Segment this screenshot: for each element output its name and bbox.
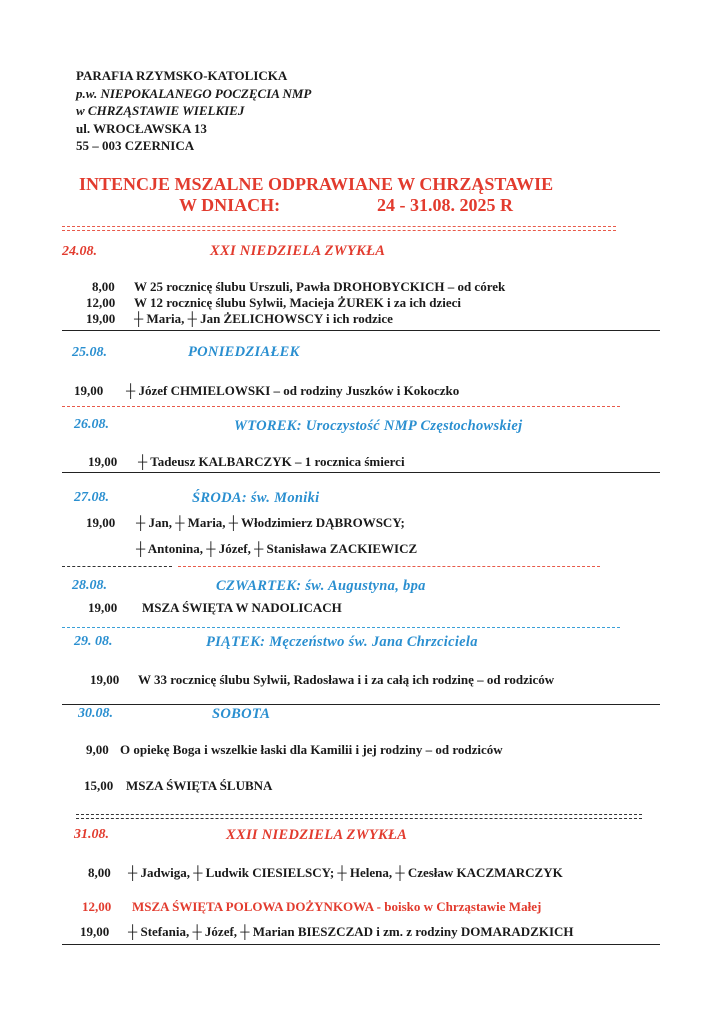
day-name: WTOREK: Uroczystość NMP Częstochowskiej [234, 418, 523, 434]
mass-intention: W 12 rocznicę ślubu Sylwii, Macieja ŻUREK i za ich dzieci [134, 295, 462, 310]
day-date: 27.08. [74, 490, 109, 505]
divider-dashed [76, 814, 642, 815]
mass-intention: MSZA ŚWIĘTA ŚLUBNA [126, 778, 273, 793]
mass-entry [86, 515, 405, 531]
day-name: CZWARTEK: św. Augustyna, bpa [216, 578, 426, 594]
divider-solid [62, 472, 660, 473]
title-date-range: 24 - 31.08. 2025 R [377, 195, 513, 215]
mass-intention: W 33 rocznicę ślubu Sylwii, Radosława i i za całą ich rodzinę – od rodziców [138, 672, 555, 687]
divider-blue-dashed [62, 627, 620, 628]
mass-entry [84, 778, 273, 794]
mass-entry [88, 454, 405, 470]
parish-street: ul. WROCŁAWSKA 13 [76, 120, 207, 136]
mass-time: 9,00 [86, 742, 109, 757]
day-date: 24.08. [62, 244, 97, 259]
mass-intention: ┼ Jadwiga, ┼ Ludwik CIESIELSCY; ┼ Helena, ┼ Czesław KACZMARCZYK [128, 865, 563, 880]
day-name: XXI NIEDZIELA ZWYKŁA [210, 243, 386, 259]
day-name: SOBOTA [212, 706, 271, 722]
divider-red-dashed [62, 230, 616, 231]
mass-intention: W 25 rocznicę ślubu Urszuli, Pawła DROHOBYCKICH – od córek [134, 279, 506, 294]
mass-entry [88, 600, 342, 616]
mass-entry [80, 924, 574, 940]
day-name: PIĄTEK: Męczeństwo św. Jana Chrzciciela [206, 634, 478, 650]
mass-time: 8,00 [92, 279, 115, 294]
mass-intention: MSZA ŚWIĘTA POLOWA DOŻYNKOWA - boisko w Chrząstawie Małej [132, 899, 542, 914]
parish-location: w CHRZĄSTAWIE WIELKIEJ [76, 103, 245, 118]
day-date: 31.08. [74, 827, 109, 842]
mass-entry [74, 383, 460, 399]
title-line-2 [79, 195, 639, 216]
day-date: 29. 08. [74, 634, 113, 649]
mass-intention: ┼ Jan, ┼ Maria, ┼ Włodzimierz DĄBROWSCY; [136, 515, 405, 530]
mass-time: 8,00 [88, 865, 111, 880]
title-line-1: INTENCJE MSZALNE ODPRAWIANE W CHRZĄSTAWIE [79, 174, 554, 194]
divider-solid [62, 944, 660, 945]
mass-time: 12,00 [82, 899, 112, 914]
parish-dedication: p.w. NIEPOKALANEGO POCZĘCIA NMP [76, 85, 312, 101]
divider-solid [62, 704, 660, 705]
mass-time: 12,00 [86, 295, 116, 310]
mass-intention: O opiekę Boga i wszelkie łaski dla Kamilii i jej rodziny – od rodziców [120, 742, 503, 757]
mass-intention: ┼ Tadeusz KALBARCZYK – 1 rocznica śmierci [138, 454, 405, 469]
mass-entry [86, 295, 462, 311]
day-date: 25.08. [72, 345, 107, 360]
day-name: PONIEDZIAŁEK [188, 344, 300, 360]
mass-time: 19,00 [86, 311, 116, 326]
mass-intention: ┼ Józef CHMIELOWSKI – od rodziny Juszków i Kokoczko [126, 383, 460, 398]
mass-time: 19,00 [90, 672, 120, 687]
mass-time: 19,00 [74, 383, 104, 398]
mass-time: 15,00 [84, 778, 114, 793]
day-date: 30.08. [78, 706, 113, 721]
mass-entry [86, 742, 503, 758]
mass-time: 19,00 [88, 454, 118, 469]
mass-entry [86, 311, 393, 327]
mass-intention: ┼ Antonina, ┼ Józef, ┼ Stanisława ZACKIEWICZ [136, 541, 418, 556]
parish-postal: 55 – 003 CZERNICA [76, 138, 195, 153]
divider-red-dashed [178, 566, 600, 567]
mass-time: 19,00 [88, 600, 118, 615]
parish-header [76, 67, 311, 155]
mass-entry [92, 279, 506, 295]
mass-entry [88, 865, 563, 881]
divider-red-dashed [62, 226, 616, 227]
parish-name: PARAFIA RZYMSKO-KATOLICKA [76, 68, 288, 83]
divider-dashed [76, 818, 642, 819]
mass-time: 19,00 [80, 924, 110, 939]
document-title [79, 174, 639, 216]
day-name: ŚRODA: św. Moniki [192, 490, 320, 506]
divider-solid [62, 330, 660, 331]
mass-time: 19,00 [86, 515, 116, 530]
mass-intention: ┼ Maria, ┼ Jan ŻELICHOWSCY i ich rodzice [134, 311, 393, 326]
divider-red-dashed [62, 406, 620, 407]
mass-intention: ┼ Stefania, ┼ Józef, ┼ Marian BIESZCZAD i zm. z rodziny DOMARADZKICH [128, 924, 574, 939]
mass-entry [90, 672, 555, 688]
day-name: XXII NIEDZIELA ZWYKŁA [226, 827, 408, 843]
title-days-label: W DNIACH: [179, 195, 281, 215]
mass-intention: MSZA ŚWIĘTA W NADOLICACH [142, 600, 342, 615]
day-date: 26.08. [74, 417, 109, 432]
divider-dashed [62, 566, 172, 567]
mass-entry-highlighted [82, 899, 542, 915]
day-date: 28.08. [72, 578, 107, 593]
